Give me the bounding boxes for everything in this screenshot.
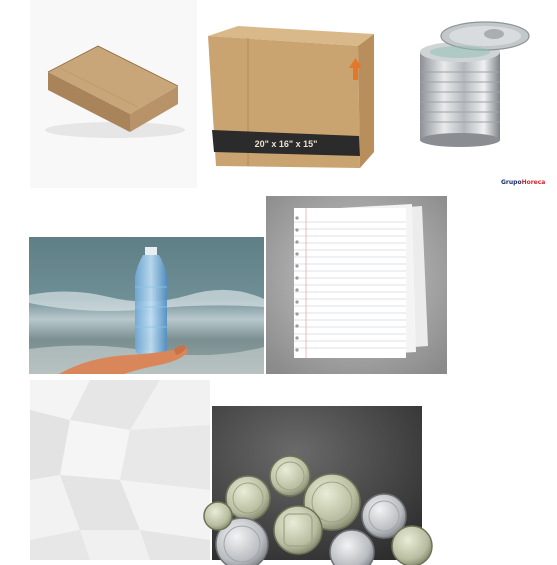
lined-paper-graphic — [266, 196, 447, 374]
brand-name-part1: Grupo — [501, 179, 522, 186]
tin-can-graphic — [410, 12, 535, 152]
flat-cardboard-box-image — [30, 0, 197, 188]
cans-pile-graphic — [212, 406, 422, 560]
water-bottle-graphic — [29, 237, 264, 374]
shipping-box-image — [198, 18, 382, 180]
crumpled-paper-graphic — [30, 380, 210, 560]
box-dimension-label: 20" x 16" x 15" — [254, 139, 318, 149]
cans-pile-image — [212, 406, 422, 560]
flat-cardboard-box-graphic — [30, 0, 197, 188]
water-bottle-image — [29, 237, 264, 374]
brand-name-part2: Horeca — [521, 179, 546, 186]
crumpled-paper-image — [30, 380, 210, 560]
tin-can-image — [410, 12, 535, 152]
brand-logo — [500, 178, 546, 188]
brand-watermark — [500, 178, 546, 188]
lined-paper-image — [266, 196, 447, 374]
shipping-box-graphic — [198, 18, 382, 180]
